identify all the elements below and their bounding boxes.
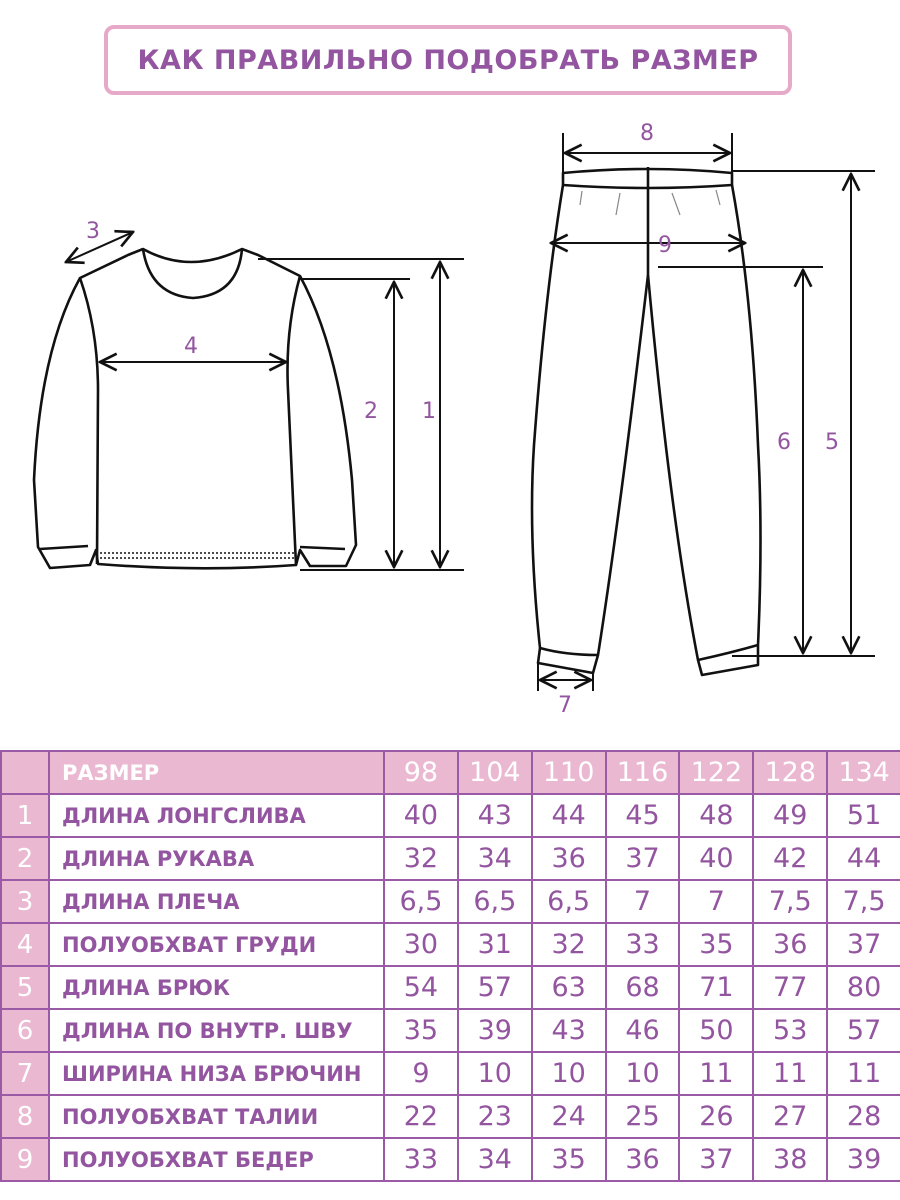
cell-value: 36 — [753, 923, 827, 966]
table-row — [1, 1052, 900, 1095]
cell-value: 7,5 — [753, 880, 827, 923]
cell-value: 37 — [606, 837, 680, 880]
label-6: 6 — [777, 430, 791, 455]
table-row — [1, 880, 900, 923]
cell-value: 36 — [532, 837, 606, 880]
row-number: 6 — [1, 1009, 49, 1052]
row-label: ДЛИНА РУКАВА — [49, 837, 384, 880]
header-size: 110 — [532, 751, 606, 794]
cell-value: 11 — [827, 1052, 900, 1095]
cell-value: 48 — [679, 794, 753, 837]
cell-value: 40 — [384, 794, 458, 837]
cell-value: 37 — [679, 1138, 753, 1181]
cell-value: 50 — [679, 1009, 753, 1052]
row-number: 4 — [1, 923, 49, 966]
cell-value: 31 — [458, 923, 532, 966]
row-label: ДЛИНА ПО ВНУТР. ШВУ — [49, 1009, 384, 1052]
row-number: 3 — [1, 880, 49, 923]
cell-value: 51 — [827, 794, 900, 837]
longsleeve-outline-icon — [34, 249, 356, 568]
table-row — [1, 1009, 900, 1052]
row-label: ДЛИНА БРЮК — [49, 966, 384, 1009]
cell-value: 38 — [753, 1138, 827, 1181]
cell-value: 68 — [606, 966, 680, 1009]
row-label: ПОЛУОБХВАТ ТАЛИИ — [49, 1095, 384, 1138]
row-label: ШИРИНА НИЗА БРЮЧИН — [49, 1052, 384, 1095]
header-size: 128 — [753, 751, 827, 794]
header-size: 104 — [458, 751, 532, 794]
page-title: КАК ПРАВИЛЬНО ПОДОБРАТЬ РАЗМЕР — [137, 44, 759, 76]
title-banner — [104, 25, 792, 95]
cell-value: 46 — [606, 1009, 680, 1052]
cell-value: 54 — [384, 966, 458, 1009]
cell-value: 10 — [458, 1052, 532, 1095]
header-size: 98 — [384, 751, 458, 794]
label-9: 9 — [658, 233, 672, 258]
row-label: ДЛИНА ПЛЕЧА — [49, 880, 384, 923]
cell-value: 33 — [384, 1138, 458, 1181]
longsleeve-diagram — [0, 200, 480, 600]
cell-value: 57 — [458, 966, 532, 1009]
label-5: 5 — [825, 430, 839, 455]
cell-value: 39 — [827, 1138, 900, 1181]
header-size-label: РАЗМЕР — [49, 751, 384, 794]
cell-value: 35 — [532, 1138, 606, 1181]
cell-value: 34 — [458, 837, 532, 880]
cell-value: 25 — [606, 1095, 680, 1138]
cell-value: 7,5 — [827, 880, 900, 923]
cell-value: 37 — [827, 923, 900, 966]
header-size: 116 — [606, 751, 680, 794]
cell-value: 23 — [458, 1095, 532, 1138]
cell-value: 7 — [679, 880, 753, 923]
label-8: 8 — [640, 121, 654, 146]
row-label: ПОЛУОБХВАТ БЕДЕР — [49, 1138, 384, 1181]
cell-value: 80 — [827, 966, 900, 1009]
cell-value: 30 — [384, 923, 458, 966]
cell-value: 44 — [827, 837, 900, 880]
cell-value: 9 — [384, 1052, 458, 1095]
cell-value: 32 — [532, 923, 606, 966]
row-number: 7 — [1, 1052, 49, 1095]
cell-value: 45 — [606, 794, 680, 837]
cell-value: 26 — [679, 1095, 753, 1138]
cell-value: 6,5 — [384, 880, 458, 923]
cell-value: 39 — [458, 1009, 532, 1052]
header-size: 122 — [679, 751, 753, 794]
cell-value: 40 — [679, 837, 753, 880]
cell-value: 6,5 — [532, 880, 606, 923]
cell-value: 77 — [753, 966, 827, 1009]
label-1: 1 — [422, 399, 436, 424]
cell-value: 10 — [532, 1052, 606, 1095]
cell-value: 24 — [532, 1095, 606, 1138]
row-number: 8 — [1, 1095, 49, 1138]
table-row — [1, 794, 900, 837]
row-label: ДЛИНА ЛОНГСЛИВА — [49, 794, 384, 837]
row-number: 9 — [1, 1138, 49, 1181]
row-label: ПОЛУОБХВАТ ГРУДИ — [49, 923, 384, 966]
cell-value: 43 — [532, 1009, 606, 1052]
cell-value: 53 — [753, 1009, 827, 1052]
cell-value: 42 — [753, 837, 827, 880]
cell-value: 11 — [753, 1052, 827, 1095]
cell-value: 34 — [458, 1138, 532, 1181]
cell-value: 36 — [606, 1138, 680, 1181]
cell-value: 71 — [679, 966, 753, 1009]
cell-value: 35 — [384, 1009, 458, 1052]
row-number: 2 — [1, 837, 49, 880]
label-3: 3 — [86, 219, 100, 244]
size-table — [0, 750, 900, 1182]
table-row — [1, 1095, 900, 1138]
cell-value: 22 — [384, 1095, 458, 1138]
pants-diagram — [520, 115, 900, 715]
cell-value: 10 — [606, 1052, 680, 1095]
cell-value: 32 — [384, 837, 458, 880]
cell-value: 44 — [532, 794, 606, 837]
cell-value: 6,5 — [458, 880, 532, 923]
cell-value: 43 — [458, 794, 532, 837]
cell-value: 28 — [827, 1095, 900, 1138]
cell-value: 35 — [679, 923, 753, 966]
cell-value: 7 — [606, 880, 680, 923]
row-number: 5 — [1, 966, 49, 1009]
table-row — [1, 837, 900, 880]
corner-cell — [1, 751, 49, 794]
header-size: 134 — [827, 751, 900, 794]
row-number: 1 — [1, 794, 49, 837]
label-2: 2 — [364, 399, 378, 424]
cell-value: 57 — [827, 1009, 900, 1052]
table-header-row — [1, 751, 900, 794]
label-7: 7 — [558, 693, 572, 715]
cell-value: 11 — [679, 1052, 753, 1095]
label-4: 4 — [184, 334, 198, 359]
cell-value: 63 — [532, 966, 606, 1009]
cell-value: 33 — [606, 923, 680, 966]
table-row — [1, 923, 900, 966]
cell-value: 49 — [753, 794, 827, 837]
table-row — [1, 966, 900, 1009]
table-row — [1, 1138, 900, 1181]
cell-value: 27 — [753, 1095, 827, 1138]
